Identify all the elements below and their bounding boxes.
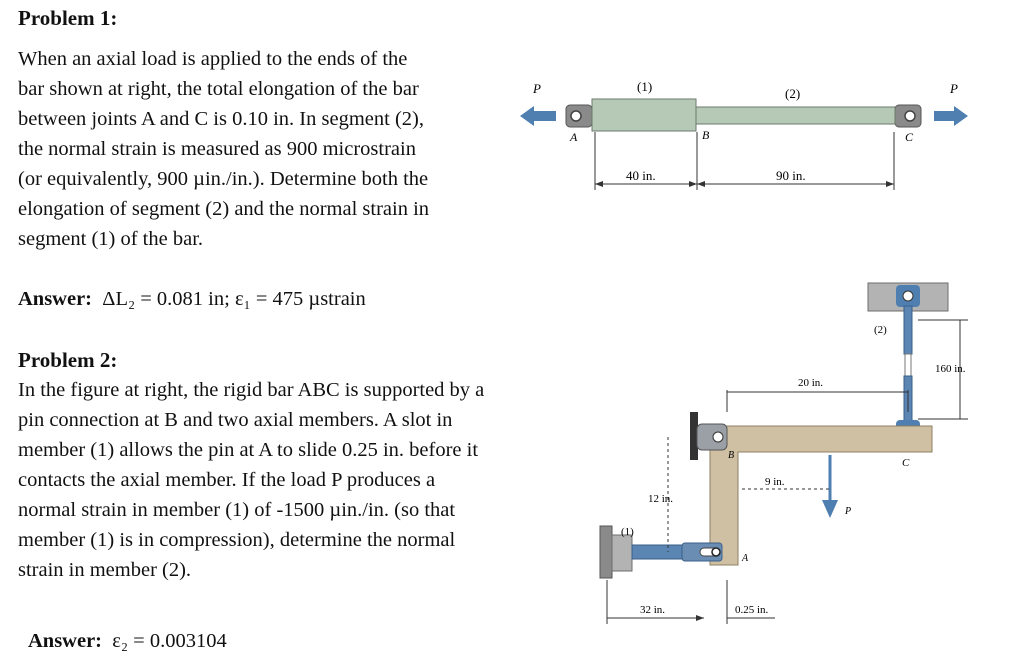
problem2-line: pin connection at B and two axial members. A slot in (18, 409, 453, 431)
dimension-label: 9 in. (765, 476, 785, 488)
problem1-line: the normal strain is measured as 900 microstrain (18, 138, 416, 160)
problem2-figure (585, 272, 995, 627)
dimension-label: 40 in. (626, 168, 656, 183)
bar-segment-1 (592, 99, 696, 131)
load-arrow-right-icon (934, 106, 968, 126)
joint-label: B (702, 128, 710, 142)
pin-a-icon (712, 548, 720, 556)
problem1-line: segment (1) of the bar. (18, 228, 204, 250)
dimension-label: 160 in. (935, 363, 966, 375)
problem2-line: normal strain in member (1) of -1500 µin./in. (so that (18, 499, 456, 521)
answer-value: ΔL₂ = 0.081 in; ε₁ = 475 µstrain (102, 288, 366, 310)
problem2-line: member (1) is in compression), determine the normal (18, 529, 456, 551)
problem1-figure (505, 70, 995, 210)
rigid-bar-abc (710, 426, 932, 565)
segment-label: (1) (637, 79, 653, 94)
problem2-heading: Problem 2: (18, 348, 118, 372)
dimension-label: 32 in. (640, 604, 666, 616)
problem1-heading: Problem 1: (18, 6, 118, 30)
problem1-line: When an axial load is applied to the ends of the (18, 48, 408, 70)
pin-b-icon (713, 432, 723, 442)
dimension-label: 12 in. (648, 493, 674, 505)
problem1-statement (18, 44, 518, 254)
member-2 (904, 306, 912, 354)
member-1 (632, 545, 682, 559)
problem2-line: strain in member (2). (18, 559, 192, 581)
dimension-label: 90 in. (776, 168, 806, 183)
problem1-line: between joints A and C is 0.10 in. In segment (2), (18, 108, 424, 130)
member-label: (2) (874, 324, 887, 336)
load-label: P (950, 81, 958, 96)
dimension-label: 20 in. (798, 377, 824, 389)
problem1-line: (or equivalently, 900 µin./in.). Determine both the (18, 168, 429, 190)
joint-label: A (570, 130, 578, 144)
pin-a-icon (571, 111, 581, 121)
dimension-label: 0.25 in. (735, 604, 769, 616)
pin-c-icon (905, 111, 915, 121)
point-label: A (742, 553, 749, 564)
wall-support-a (600, 526, 612, 578)
joint-label: C (905, 130, 914, 144)
problem2-line: member (1) allows the pin at A to slide 0.25 in. before it (18, 439, 479, 461)
member-label: (1) (621, 526, 634, 538)
problem2-answer (28, 630, 227, 653)
problem2-line: contacts the axial member. If the load P produces a (18, 469, 436, 491)
point-label: C (902, 457, 910, 469)
problem1-line: bar shown at right, the total elongation of the bar (18, 78, 419, 100)
load-label: P (533, 81, 541, 96)
problem2-line: In the figure at right, the rigid bar ABC is supported by a (18, 379, 485, 401)
load-label: P (845, 506, 852, 517)
answer-label: Answer: (18, 288, 93, 310)
problem2-statement (18, 375, 578, 585)
load-arrow-left-icon (520, 106, 556, 126)
segment-label: (2) (785, 86, 801, 101)
answer-label: Answer: (28, 630, 103, 652)
answer-value: ε₂ = 0.003104 (112, 630, 227, 652)
problem1-answer (18, 288, 366, 311)
bar-segment-2 (696, 107, 895, 124)
point-label: B (728, 450, 735, 461)
problem1-line: elongation of segment (2) and the normal strain in (18, 198, 430, 220)
